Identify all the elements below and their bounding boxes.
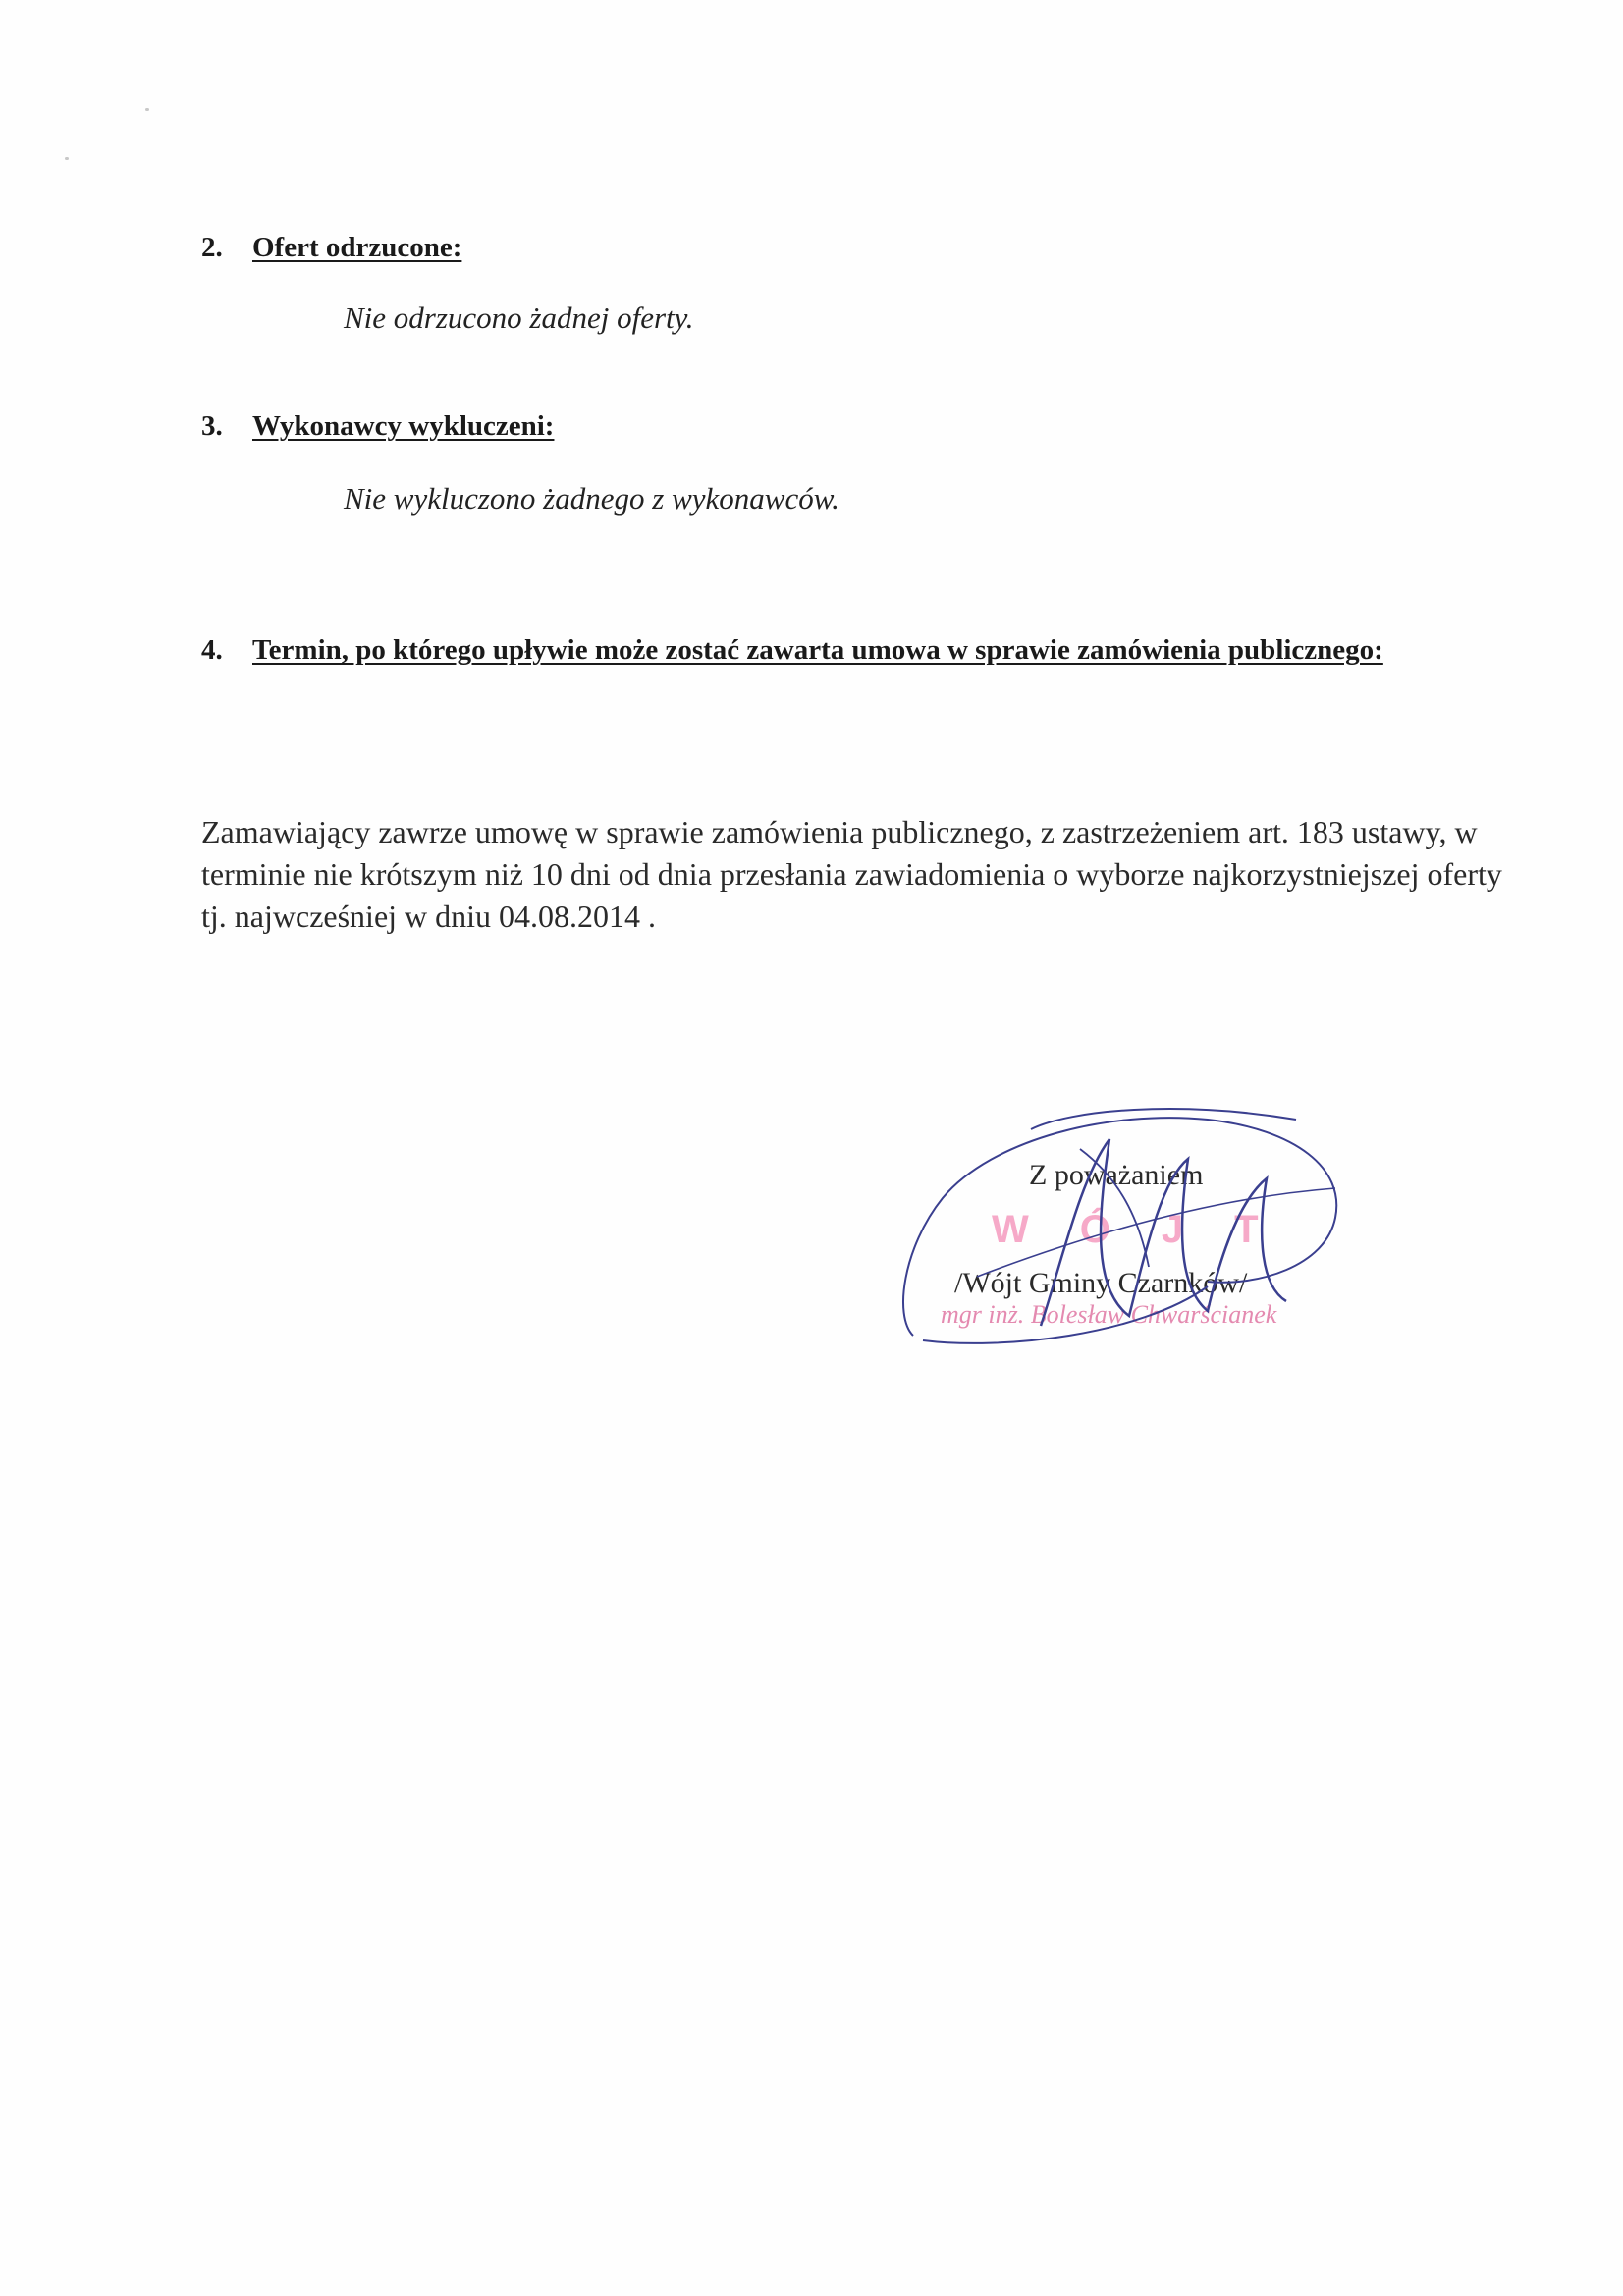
scan-speck — [65, 157, 69, 160]
section-body: Nie odrzucono żadnej oferty. — [344, 301, 694, 335]
signature-block — [884, 1090, 1394, 1365]
section-number: 2. — [201, 232, 223, 263]
section-number: 3. — [201, 410, 223, 442]
section-title: Ofert odrzucone: — [252, 232, 462, 263]
contract-paragraph: Zamawiający zawrze umowę w sprawie zamówienia publicznego, z zastrzeżeniem art. 183 ustawy, w terminie nie krótszym niż 10 dni od dnia przesłania zawiadomienia o wyborze najkorzystniejszej oferty tj. najwcześniej w dniu 04.08.2014 . — [201, 814, 1502, 934]
signature-greeting: Z poważaniem — [1029, 1159, 1204, 1191]
section-title: Wykonawcy wykluczeni: — [252, 410, 555, 442]
section-number: 4. — [201, 634, 223, 666]
stamp-title: WÓJT — [992, 1208, 1310, 1251]
handwritten-signature-icon — [884, 1090, 1394, 1365]
section-contract-deadline — [201, 632, 1507, 668]
stamp-name: mgr inż. Bolesław Chwarścianek — [941, 1300, 1277, 1329]
section-heading — [201, 230, 1507, 265]
section-heading — [201, 632, 1507, 668]
section-heading — [201, 409, 1507, 444]
signature-role: /Wójt Gminy Czarnków/ — [954, 1267, 1248, 1299]
section-title: Termin, po którego upływie może zostać zawarta umowa w sprawie zamówienia publicznego: — [252, 634, 1383, 666]
scan-speck — [145, 108, 149, 111]
section-body: Nie wykluczono żadnego z wykonawców. — [344, 481, 839, 516]
section-excluded-contractors — [201, 409, 1507, 444]
section-rejected-offers — [201, 230, 1507, 265]
